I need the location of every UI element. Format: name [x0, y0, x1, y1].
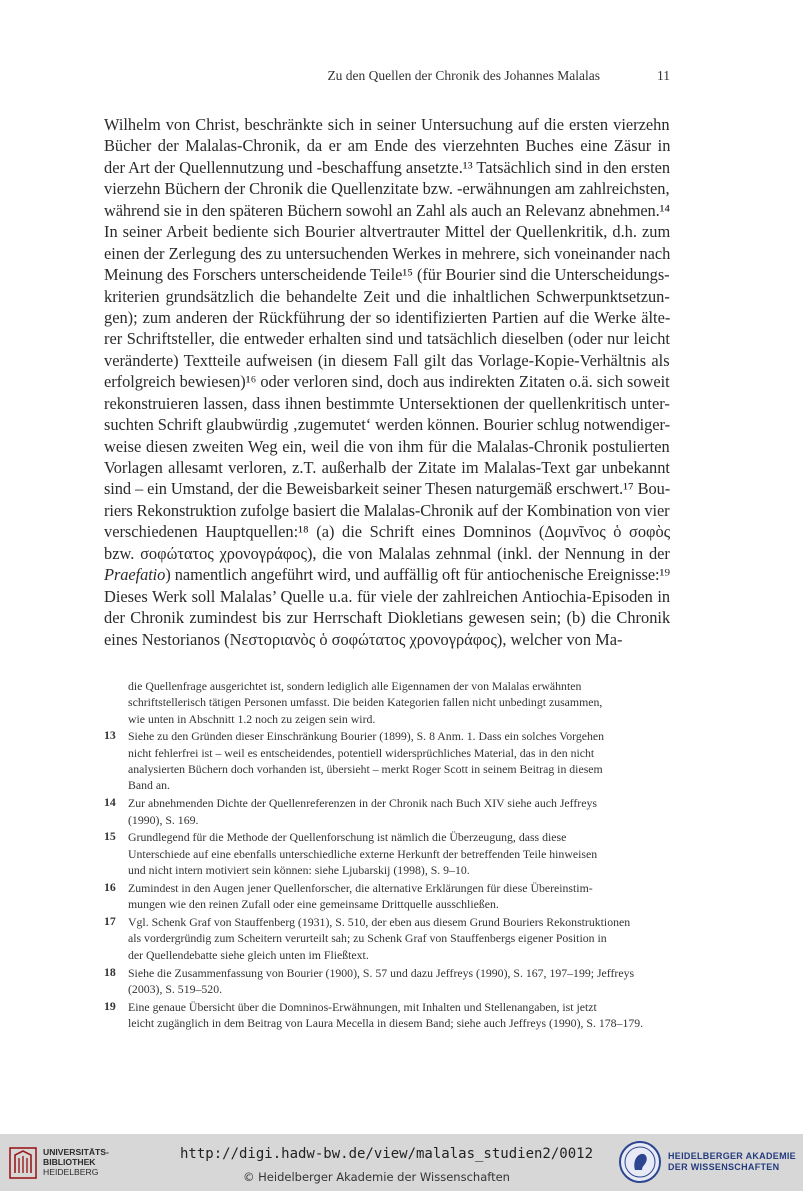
body-line: erfolgreich bewiesen)¹⁶ oder verloren sind, doch aus indirekten Zitaten o.ä. sich soweit [104, 372, 670, 392]
footnote-number: 18 [104, 964, 116, 979]
academy-line-1: HEIDELBERGER AKADEMIE [668, 1151, 796, 1161]
footnote-line: Zumindest in den Augen jener Quellenforscher, die alternative Erklärungen für diese Übereinstim- [128, 880, 593, 895]
ub-line-1: UNIVERSITÄTS- [43, 1147, 109, 1157]
viewer-footer [0, 1134, 803, 1191]
body-line: eines Nestorianos (Νεστοριανὸς ὁ σοφώτατος χρονογράφος), welcher von Ma- [104, 629, 623, 649]
footnote-line: (2003), S. 519–520. [128, 981, 223, 996]
body-line: bzw. σοφώτατος χρονογράφος), die von Malalas zehnmal (inkl. der Nennung in der [104, 543, 670, 563]
body-line: der Chronik zumindest bis zur Herrschaft Diokletians gewesen sein; (b) die Chronik [104, 608, 670, 628]
footnote-line: Zur abnehmenden Dichte der Quellenreferenzen in der Chronik nach Buch XIV siehe auch Jeffreys [128, 796, 597, 811]
footnote-line: mungen wie den reinen Zufall oder eine gemeinsame Drittquelle ausschließen. [128, 897, 499, 912]
body-line: Meinung des Forschers unterscheidende Teile¹⁵ (für Bourier sind die Unterscheidungs- [104, 265, 670, 285]
body-line: der Art der Quellennutzung und -beschaffung ansetzte.¹³ Tatsächlich sind in den ersten [104, 157, 670, 177]
body-line: sind – ein Umstand, der die Beweisbarkeit seiner Thesen naturgemäß erschwert.¹⁷ Bou- [104, 479, 670, 499]
footnote-number: 17 [104, 914, 116, 929]
footnote-text [128, 999, 670, 1032]
running-head [104, 68, 670, 88]
footnote-number: 13 [104, 728, 116, 743]
footnote-line: nicht fehlerfrei ist – weil es entscheidendes, potentiell widersprüchliches Material, das in den nicht [128, 745, 595, 760]
page-number: 11 [657, 68, 670, 83]
body-line: suchten Schrift glaubwürdig ‚zugemutet‘ werden können. Bourier schlug notwendiger- [104, 415, 670, 435]
body-line: rekonstruieren lassen, dass ihnen bestimmte Untersektionen der quellenkritisch unter- [104, 393, 670, 413]
body-line: während sie in den späteren Büchern sowohl an Zahl als auch an Relevanz abnehmen.¹⁴ [104, 200, 670, 220]
footnote-line: wie unten in Abschnitt 1.2 noch zu zeigen sein wird. [128, 711, 376, 726]
academy-name [668, 1151, 796, 1173]
body-line: Bücher der Malalas-Chronik, da er am Ende des vierzehnten Buches eine Zäsur in [104, 136, 670, 156]
body-line: rer Schriftsteller, die entweder erhalten sind und tatsächlich dieselben (oder nur leicht [104, 329, 670, 349]
body-line: Vorlagen allesamt verloren, z.T. außerhalb der Zitate im Malalas-Text gar unbekannt [104, 458, 670, 477]
footnote-line: Grundlegend für die Methode der Quellenforschung ist nämlich die Überzeugung, dass diese [128, 830, 567, 845]
academy-line-2: DER WISSENSCHAFTEN [668, 1162, 780, 1172]
academy-seal-icon [618, 1140, 662, 1184]
university-library-name [43, 1147, 109, 1177]
footnotes [104, 678, 670, 1031]
body-line: Praefatio) namentlich angeführt wird, und auffällig oft für antiochenische Ereignisse:¹⁹ [104, 565, 670, 585]
footnote-number: 15 [104, 829, 116, 844]
footnote [104, 795, 670, 828]
footnote-line: Band an. [128, 778, 170, 793]
footnote-line: Siehe zu den Gründen dieser Einschränkung Bourier (1899), S. 8 Anm. 1. Dass ein solches Vorgehen [128, 729, 605, 744]
body-line: Dieses Werk soll Malalas’ Quelle u.a. für viele der zahlreichen Antiochia-Episoden in [104, 586, 670, 606]
body-line: vierzehn Büchern der Chronik die Quellenzitate bzw. -erwähnungen am zahlreichsten, [104, 179, 670, 199]
footnote-text [128, 795, 670, 828]
footnote-line: die Quellenfrage ausgerichtet ist, sondern lediglich alle Eigennamen der von Malalas erwähnten [128, 679, 582, 693]
footnote-number: 16 [104, 879, 116, 894]
running-head-title: Zu den Quellen der Chronik des Johannes Malalas [327, 68, 600, 83]
footnote [104, 829, 670, 878]
body-line: gen); zum anderen der Rückführung der so identifizierten Partien auf die Werke älte- [104, 307, 670, 327]
body-line: verschiedenen Hauptquellen:¹⁸ (a) die Schrift eines Domninos (Δομνῖνος ὁ σοφὸς [104, 522, 670, 542]
footnote-line: und nicht intern motiviert sein können: siehe Ljubarskij (1998), S. 9–10. [128, 863, 470, 878]
body-line: In seiner Arbeit bediente sich Bourier altvertrauter Mittel der Quellenkritik, d.h. zum [104, 222, 670, 242]
footnote-text [128, 829, 670, 878]
copyright-notice: © Heidelberger Akademie der Wissenschaften [243, 1170, 510, 1184]
footnote [104, 999, 670, 1032]
footnote-number: 14 [104, 795, 116, 810]
body-line: weise diesen zweiten Weg ein, weil die von ihm für die Malalas-Chronik postulierten [104, 436, 670, 456]
ub-line-2: BIBLIOTHEK [43, 1157, 96, 1167]
footnote-line: analysierten Büchern doch vorhanden ist, übersieht – merkt Roger Scott in seinem Beitrag in diesem [128, 762, 603, 777]
footnote [104, 880, 670, 913]
footnote-number: 19 [104, 998, 116, 1013]
footnote-line: Siehe die Zusammenfassung von Bourier (1900), S. 57 und dazu Jeffreys (1990), S. 167, 197–199; Jeffreys [128, 965, 635, 980]
footnote-line: (1990), S. 169. [128, 812, 199, 827]
footnote-text [128, 728, 670, 793]
footnote-text [128, 914, 670, 963]
footnote-line: als vordergründig zum Scheitern verurteilt sah; zu Schenk Graf von Stauffenbergs eigener Position in [128, 931, 607, 946]
body-line: veränderte) Textteile aufweisen (in diesem Fall gilt das Vorlage-Kopie-Verhältnis als [104, 350, 670, 370]
body-text [104, 114, 670, 650]
body-line: kriterien grundsätzlich die behandelte Zeit und die inhaltlichen Schwerpunktsetzun- [104, 286, 670, 306]
body-line: einen der Zerlegung des zu untersuchenden Werkes in mehrere, sich voneinander nach [104, 243, 670, 263]
body-line: riers Rekonstruktion zufolge basiert die Malalas-Chronik auf der Kombination von vier [104, 500, 670, 520]
footnote-text [128, 965, 670, 998]
footnote [104, 728, 670, 793]
footnote-text [128, 880, 670, 913]
permalink[interactable]: http://digi.hadw-bw.de/view/malalas_studien2/0012 [180, 1146, 594, 1162]
footnote [104, 965, 670, 998]
body-line: Wilhelm von Christ, beschränkte sich in seiner Untersuchung auf die ersten vierzehn [104, 115, 670, 134]
footnote [104, 914, 670, 963]
university-library-logo-icon [8, 1146, 38, 1180]
footnote-continuation [128, 678, 670, 727]
footnote-line: Unterschiede auf eine ebenfalls unterschiedliche externe Herkunft der betreffenden Teile hinweisen [128, 846, 598, 861]
footnote-line: Vgl. Schenk Graf von Stauffenberg (1931), S. 510, der eben aus diesem Grund Bouriers Rekonstruktionen [128, 915, 631, 930]
footnote-line: leicht zugänglich in dem Beitrag von Laura Mecella in diesem Band; siehe auch Jeffreys (1990), S. 178–179. [128, 1016, 644, 1031]
footnote-line: Eine genaue Übersicht über die Domninos-Erwähnungen, mit Inhalten und Stellenangaben, ist jetzt [128, 999, 597, 1014]
ub-line-3: HEIDELBERG [43, 1167, 99, 1177]
footnote-line: der Quellendebatte siehe gleich unten im Fließtext. [128, 947, 369, 962]
footnote-line: schriftstellerisch tätigen Personen umfasst. Die beiden Kategorien fallen nicht unbedingt zusammen, [128, 695, 603, 710]
